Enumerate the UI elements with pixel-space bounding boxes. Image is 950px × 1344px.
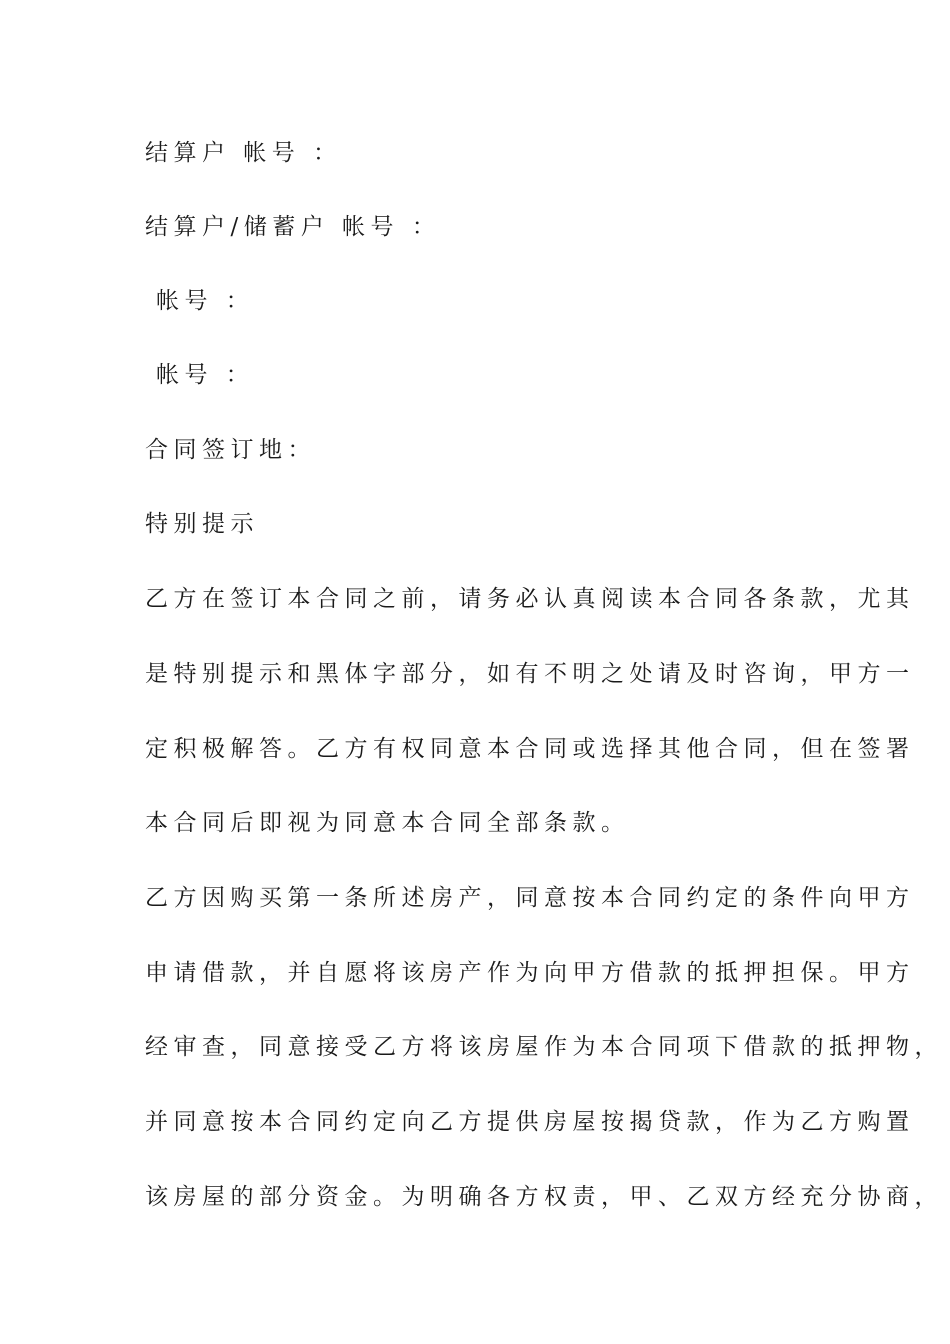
field-contract-place: 合同签订地： — [145, 437, 316, 463]
paragraph2-line: 经审查，同意接受乙方将该房屋作为本合同项下借款的抵押物， — [145, 1034, 943, 1060]
paragraph1-line: 定积极解答。乙方有权同意本合同或选择其他合同，但在签署 — [145, 736, 915, 762]
paragraph2-line: 并同意按本合同约定向乙方提供房屋按揭贷款，作为乙方购置 — [145, 1109, 915, 1135]
paragraph1-line: 本合同后即视为同意本合同全部条款。 — [145, 810, 630, 836]
section-title: 特别提示 — [145, 511, 259, 537]
field-account-1: 帐号 ： — [156, 288, 255, 314]
paragraph1-line: 是特别提示和黑体字部分，如有不明之处请及时咨询，甲方一 — [145, 661, 915, 687]
paragraph2-line: 乙方因购买第一条所述房产，同意按本合同约定的条件向甲方 — [145, 885, 915, 911]
paragraph2-line: 该房屋的部分资金。为明确各方权责，甲、乙双方经充分协商， — [145, 1184, 943, 1210]
field-settlement-savings-account: 结算户/储蓄户 帐号 ： — [145, 214, 441, 240]
field-settlement-account: 结算户 帐号 ： — [145, 140, 342, 166]
paragraph2-line: 申请借款，并自愿将该房产作为向甲方借款的抵押担保。甲方 — [145, 960, 915, 986]
field-account-2: 帐号 ： — [156, 362, 255, 388]
paragraph1-line: 乙方在签订本合同之前，请务必认真阅读本合同各条款，尤其 — [145, 586, 915, 612]
